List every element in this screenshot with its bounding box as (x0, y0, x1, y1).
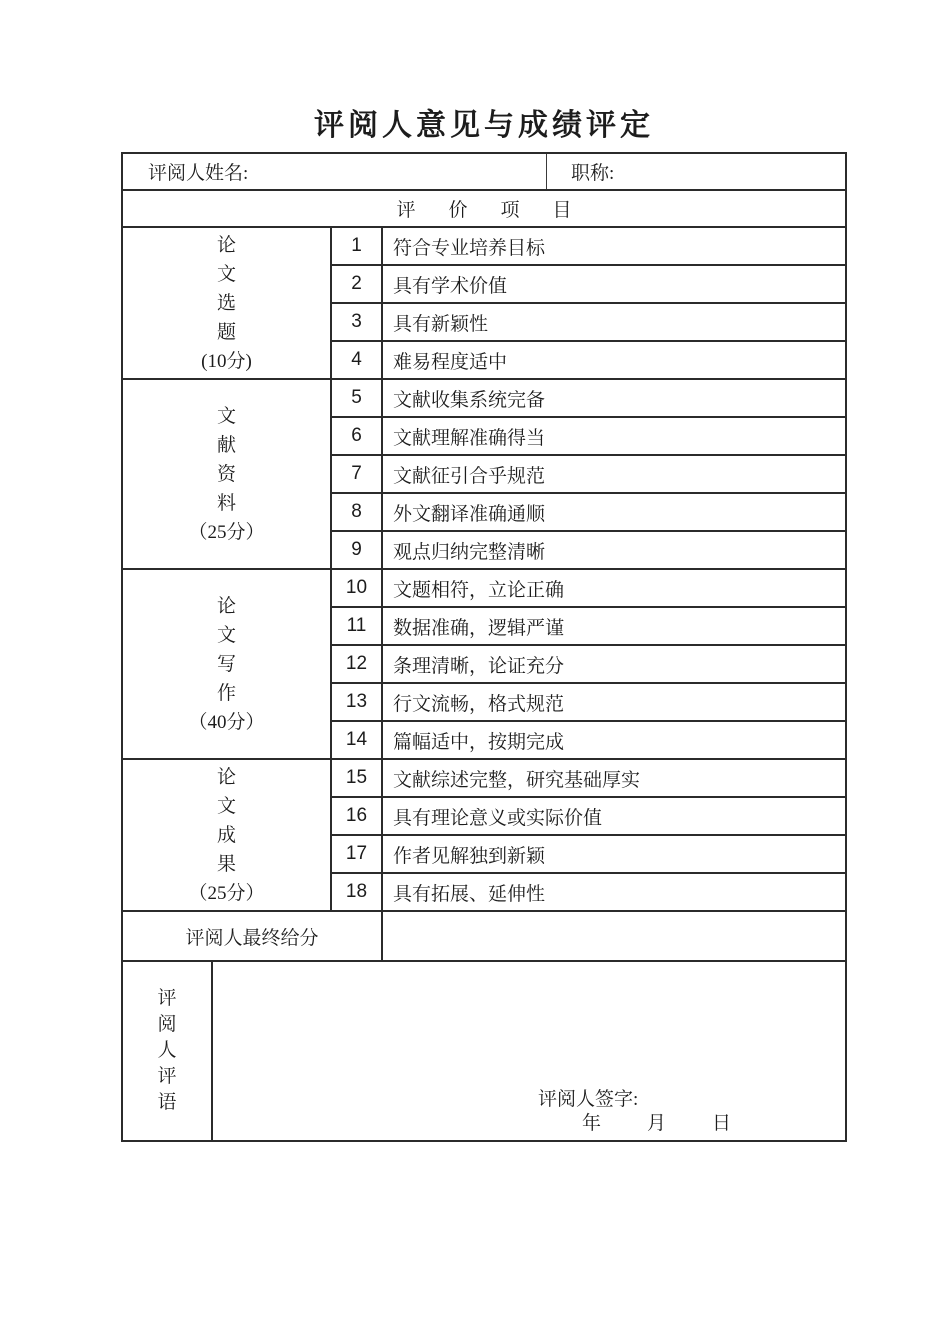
category-literature-materials (123, 380, 330, 570)
item-text: 作者见解独到新颖 (393, 845, 546, 867)
category-name: 论文成果 (216, 766, 236, 875)
category-name: 论文选题 (216, 234, 236, 343)
reviewer-name-cell (123, 154, 547, 189)
item-row-9 (330, 532, 845, 570)
item-number: 2 (330, 266, 383, 302)
item-number: 15 (330, 760, 383, 796)
item-row-13 (330, 684, 845, 722)
item-row-5 (330, 380, 845, 418)
signature-label: 评阅人签字: (538, 1089, 639, 1110)
category-name: 论文写作 (216, 595, 236, 704)
category-name: 文献资料 (216, 405, 236, 514)
item-text: 具有拓展、延伸性 (393, 883, 546, 905)
item-number: 7 (330, 456, 383, 492)
category-thesis-topic (123, 228, 330, 380)
item-row-10 (330, 570, 845, 608)
reviewer-info-row (123, 154, 845, 191)
item-row-7 (330, 456, 845, 494)
item-number: 10 (330, 570, 383, 606)
job-title-value[interactable] (614, 154, 845, 189)
date-line (582, 1114, 731, 1134)
page-title: 评阅人意见与成绩评定 (314, 109, 654, 142)
item-row-16 (330, 798, 845, 836)
final-score-row (123, 912, 845, 962)
item-number: 8 (330, 494, 383, 530)
item-number: 11 (330, 608, 383, 644)
reviewer-comments-row (123, 962, 845, 1140)
comment-label-cell (123, 962, 213, 1140)
item-row-11 (330, 608, 845, 646)
comment-label: 评阅人评语 (157, 988, 177, 1113)
item-text: 具有理论意义或实际价值 (393, 807, 603, 829)
comment-area[interactable] (213, 962, 845, 1140)
evaluation-form-table (121, 152, 847, 1142)
item-row-8 (330, 494, 845, 532)
item-text: 观点归纳完整清晰 (393, 541, 546, 563)
item-row-2 (330, 266, 845, 304)
item-text: 难易程度适中 (393, 351, 508, 373)
item-row-3 (330, 304, 845, 342)
item-row-17 (330, 836, 845, 874)
items-column (330, 228, 845, 910)
item-text: 文献综述完整，研究基础厚实 (393, 769, 641, 791)
category-score: （40分） (188, 711, 265, 733)
item-number: 4 (330, 342, 383, 378)
category-column (123, 228, 330, 910)
item-row-14 (330, 722, 845, 760)
item-text: 文题相符，立论正确 (393, 579, 565, 601)
item-text: 外文翻译准确通顺 (393, 503, 546, 525)
item-number: 3 (330, 304, 383, 340)
date-year-label: 年 (582, 1113, 602, 1134)
item-row-18 (330, 874, 845, 910)
item-number: 13 (330, 684, 383, 720)
category-thesis-results (123, 760, 330, 910)
item-number: 18 (330, 874, 383, 910)
item-row-6 (330, 418, 845, 456)
item-number: 12 (330, 646, 383, 682)
item-number: 1 (330, 228, 383, 264)
reviewer-name-value[interactable] (248, 154, 546, 189)
item-text: 具有新颖性 (393, 313, 489, 335)
item-number: 6 (330, 418, 383, 454)
category-score: (10分) (201, 350, 252, 372)
date-day-label: 日 (712, 1113, 732, 1134)
item-text: 文献征引合乎规范 (393, 465, 546, 487)
date-month-label: 月 (647, 1113, 667, 1134)
section-header: 评 价 项 目 (123, 191, 845, 228)
item-row-12 (330, 646, 845, 684)
item-number: 17 (330, 836, 383, 872)
item-row-4 (330, 342, 845, 380)
item-text: 数据准确，逻辑严谨 (393, 617, 565, 639)
job-title-label: 职称: (571, 163, 615, 184)
item-text: 文献理解准确得当 (393, 427, 546, 449)
item-number: 5 (330, 380, 383, 416)
item-text: 符合专业培养目标 (393, 237, 546, 259)
item-text: 行文流畅，格式规范 (393, 693, 565, 715)
final-score-label: 评阅人最终给分 (123, 912, 383, 960)
item-text: 具有学术价值 (393, 275, 508, 297)
item-row-1 (330, 228, 845, 266)
job-title-cell (547, 154, 845, 189)
item-text: 文献收集系统完备 (393, 389, 546, 411)
category-score: （25分） (188, 521, 265, 543)
item-number: 14 (330, 722, 383, 758)
evaluation-items-area (123, 228, 845, 912)
final-score-value[interactable] (383, 912, 845, 960)
item-number: 9 (330, 532, 383, 568)
item-text: 篇幅适中，按期完成 (393, 731, 565, 753)
category-score: （25分） (188, 882, 265, 904)
item-text: 条理清晰，论证充分 (393, 655, 565, 677)
item-number: 16 (330, 798, 383, 834)
item-row-15 (330, 760, 845, 798)
reviewer-name-label: 评阅人姓名: (148, 163, 249, 184)
category-thesis-writing (123, 570, 330, 760)
